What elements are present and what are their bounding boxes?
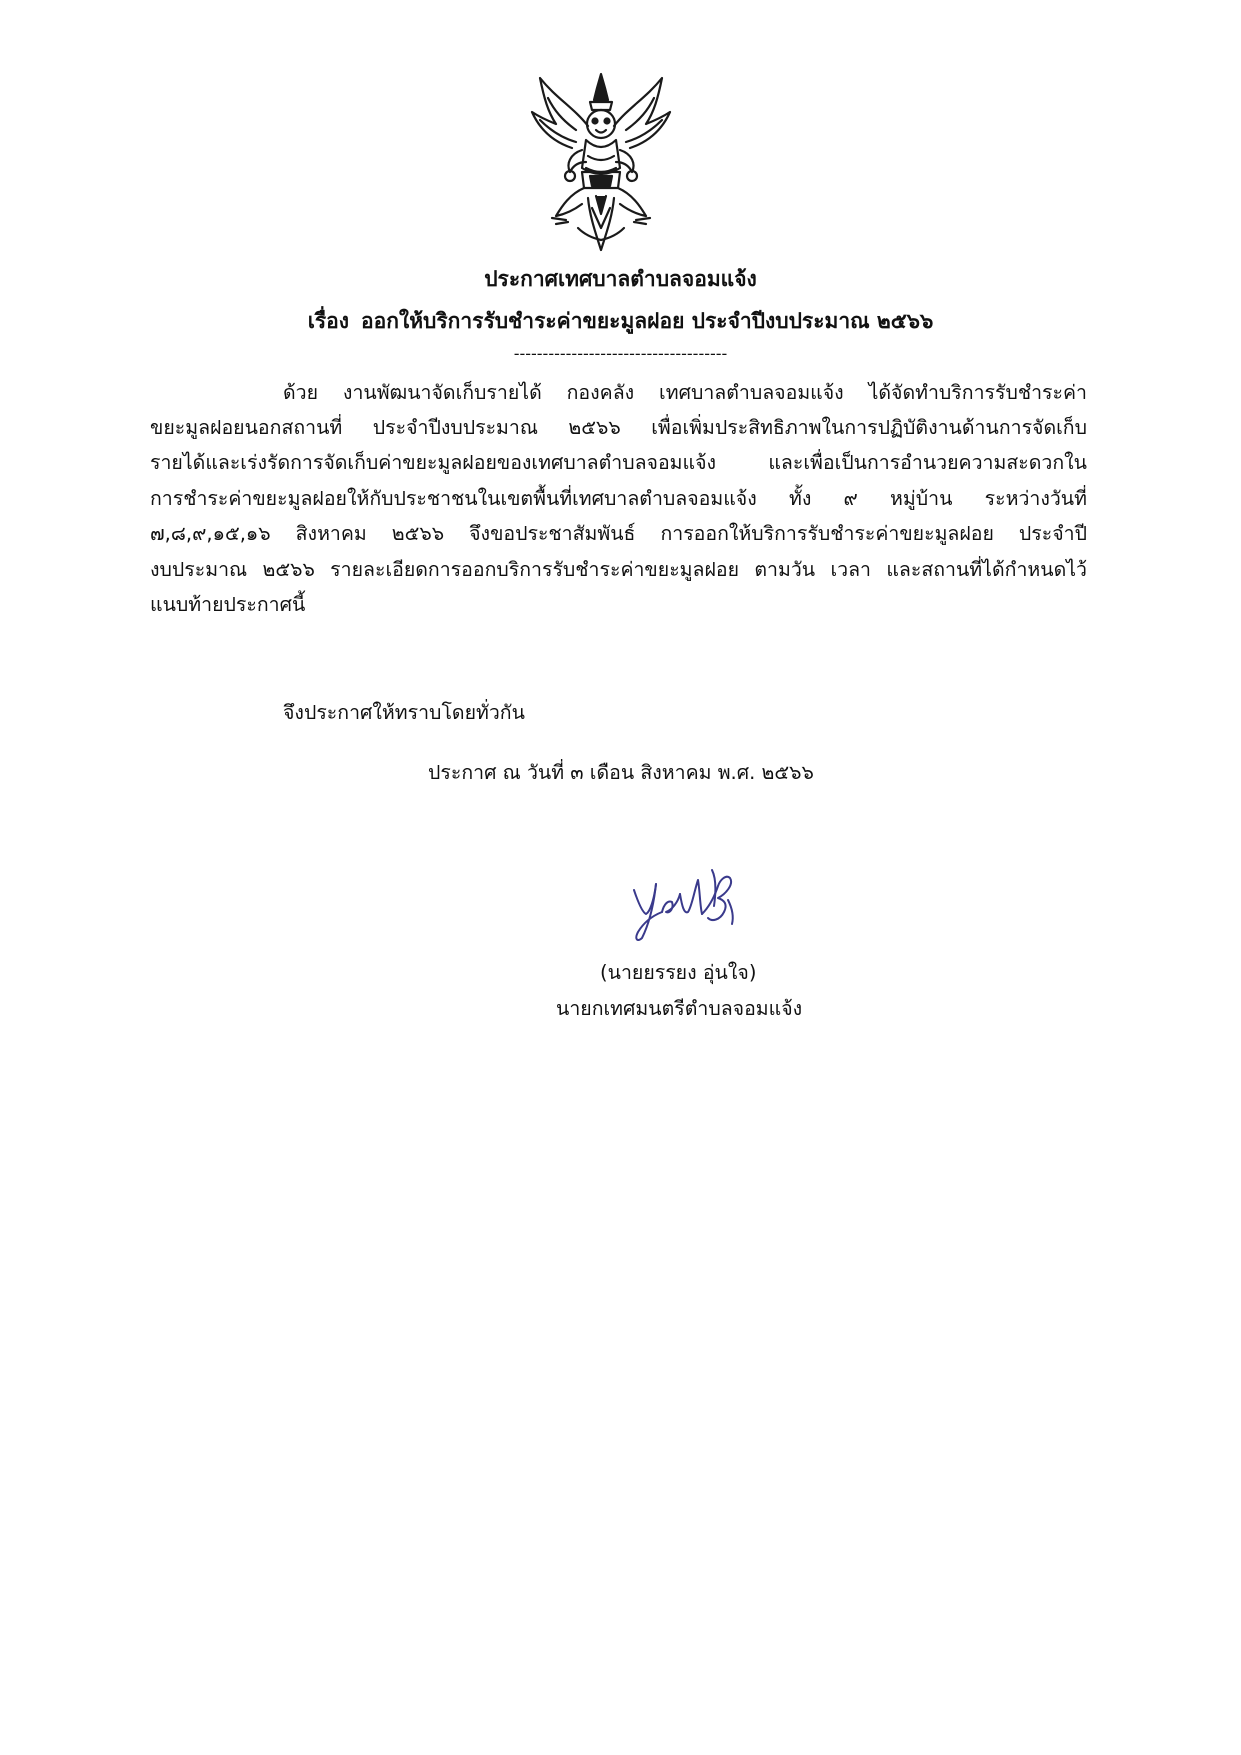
announcement-subject (0, 306, 1241, 336)
body-line-7: แนบท้ายประกาศนี้ (150, 593, 306, 616)
handwritten-signature-icon (628, 862, 740, 944)
body-line-4: การชำระค่าขยะมูลฝอยให้กับประชาชนในเขตพื้นที่เทศบาลตำบลจอมแจ้ง ทั้ง ๙ หมู่บ้าน ระหว่างวันที่ (150, 487, 1087, 510)
body-line-5: ๗,๘,๙,๑๕,๑๖ สิงหาคม ๒๕๖๖ จึงขอประชาสัมพันธ์ การออกให้บริการรับชำระค่าขยะมูลฝอย ประจำปี (150, 522, 1087, 545)
subject-text: ออกให้บริการรับชำระค่าขยะมูลฝอย ประจำปีงบประมาณ ๒๕๖๖ (361, 309, 934, 333)
announcement-date: ประกาศ ณ วันที่ ๓ เดือน สิงหาคม พ.ศ. ๒๕๖๖ (428, 761, 814, 784)
signer-name: (นายยรรยง อุ่นใจ) (600, 961, 757, 984)
body-line-3: รายได้และเร่งรัดการจัดเก็บค่าขยะมูลฝอยของเทศบาลตำบลจอมแจ้ง และเพื่อเป็นการอำนวยความสะดวกใน (150, 451, 1087, 474)
subject-label: เรื่อง (307, 309, 350, 333)
signer-position: นายกเทศมนตรีตำบลจอมแจ้ง (556, 997, 803, 1020)
body-line-1: ด้วย งานพัฒนาจัดเก็บรายได้ กองคลัง เทศบาลตำบลจอมแจ้ง ได้จัดทำบริการรับชำระค่า (283, 381, 1087, 404)
body-line-6: งบประมาณ ๒๕๖๖ รายละเอียดการออกบริการรับชำระค่าขยะมูลฝอย ตามวัน เวลา และสถานที่ได้กำหนดไว้ (150, 558, 1087, 581)
closing-notice: จึงประกาศให้ทราบโดยทั่วกัน (283, 701, 525, 724)
body-line-2: ขยะมูลฝอยนอกสถานที่ ประจำปีงบประมาณ ๒๕๖๖ เพื่อเพิ่มประสิทธิภาพในการปฏิบัติงานด้านการจัดเก็บ (150, 416, 1087, 439)
title-divider: ------------------------------------- (513, 344, 728, 363)
announcement-title: ประกาศเทศบาลตำบลจอมแจ้ง (484, 267, 757, 291)
garuda-emblem-icon (526, 68, 676, 258)
